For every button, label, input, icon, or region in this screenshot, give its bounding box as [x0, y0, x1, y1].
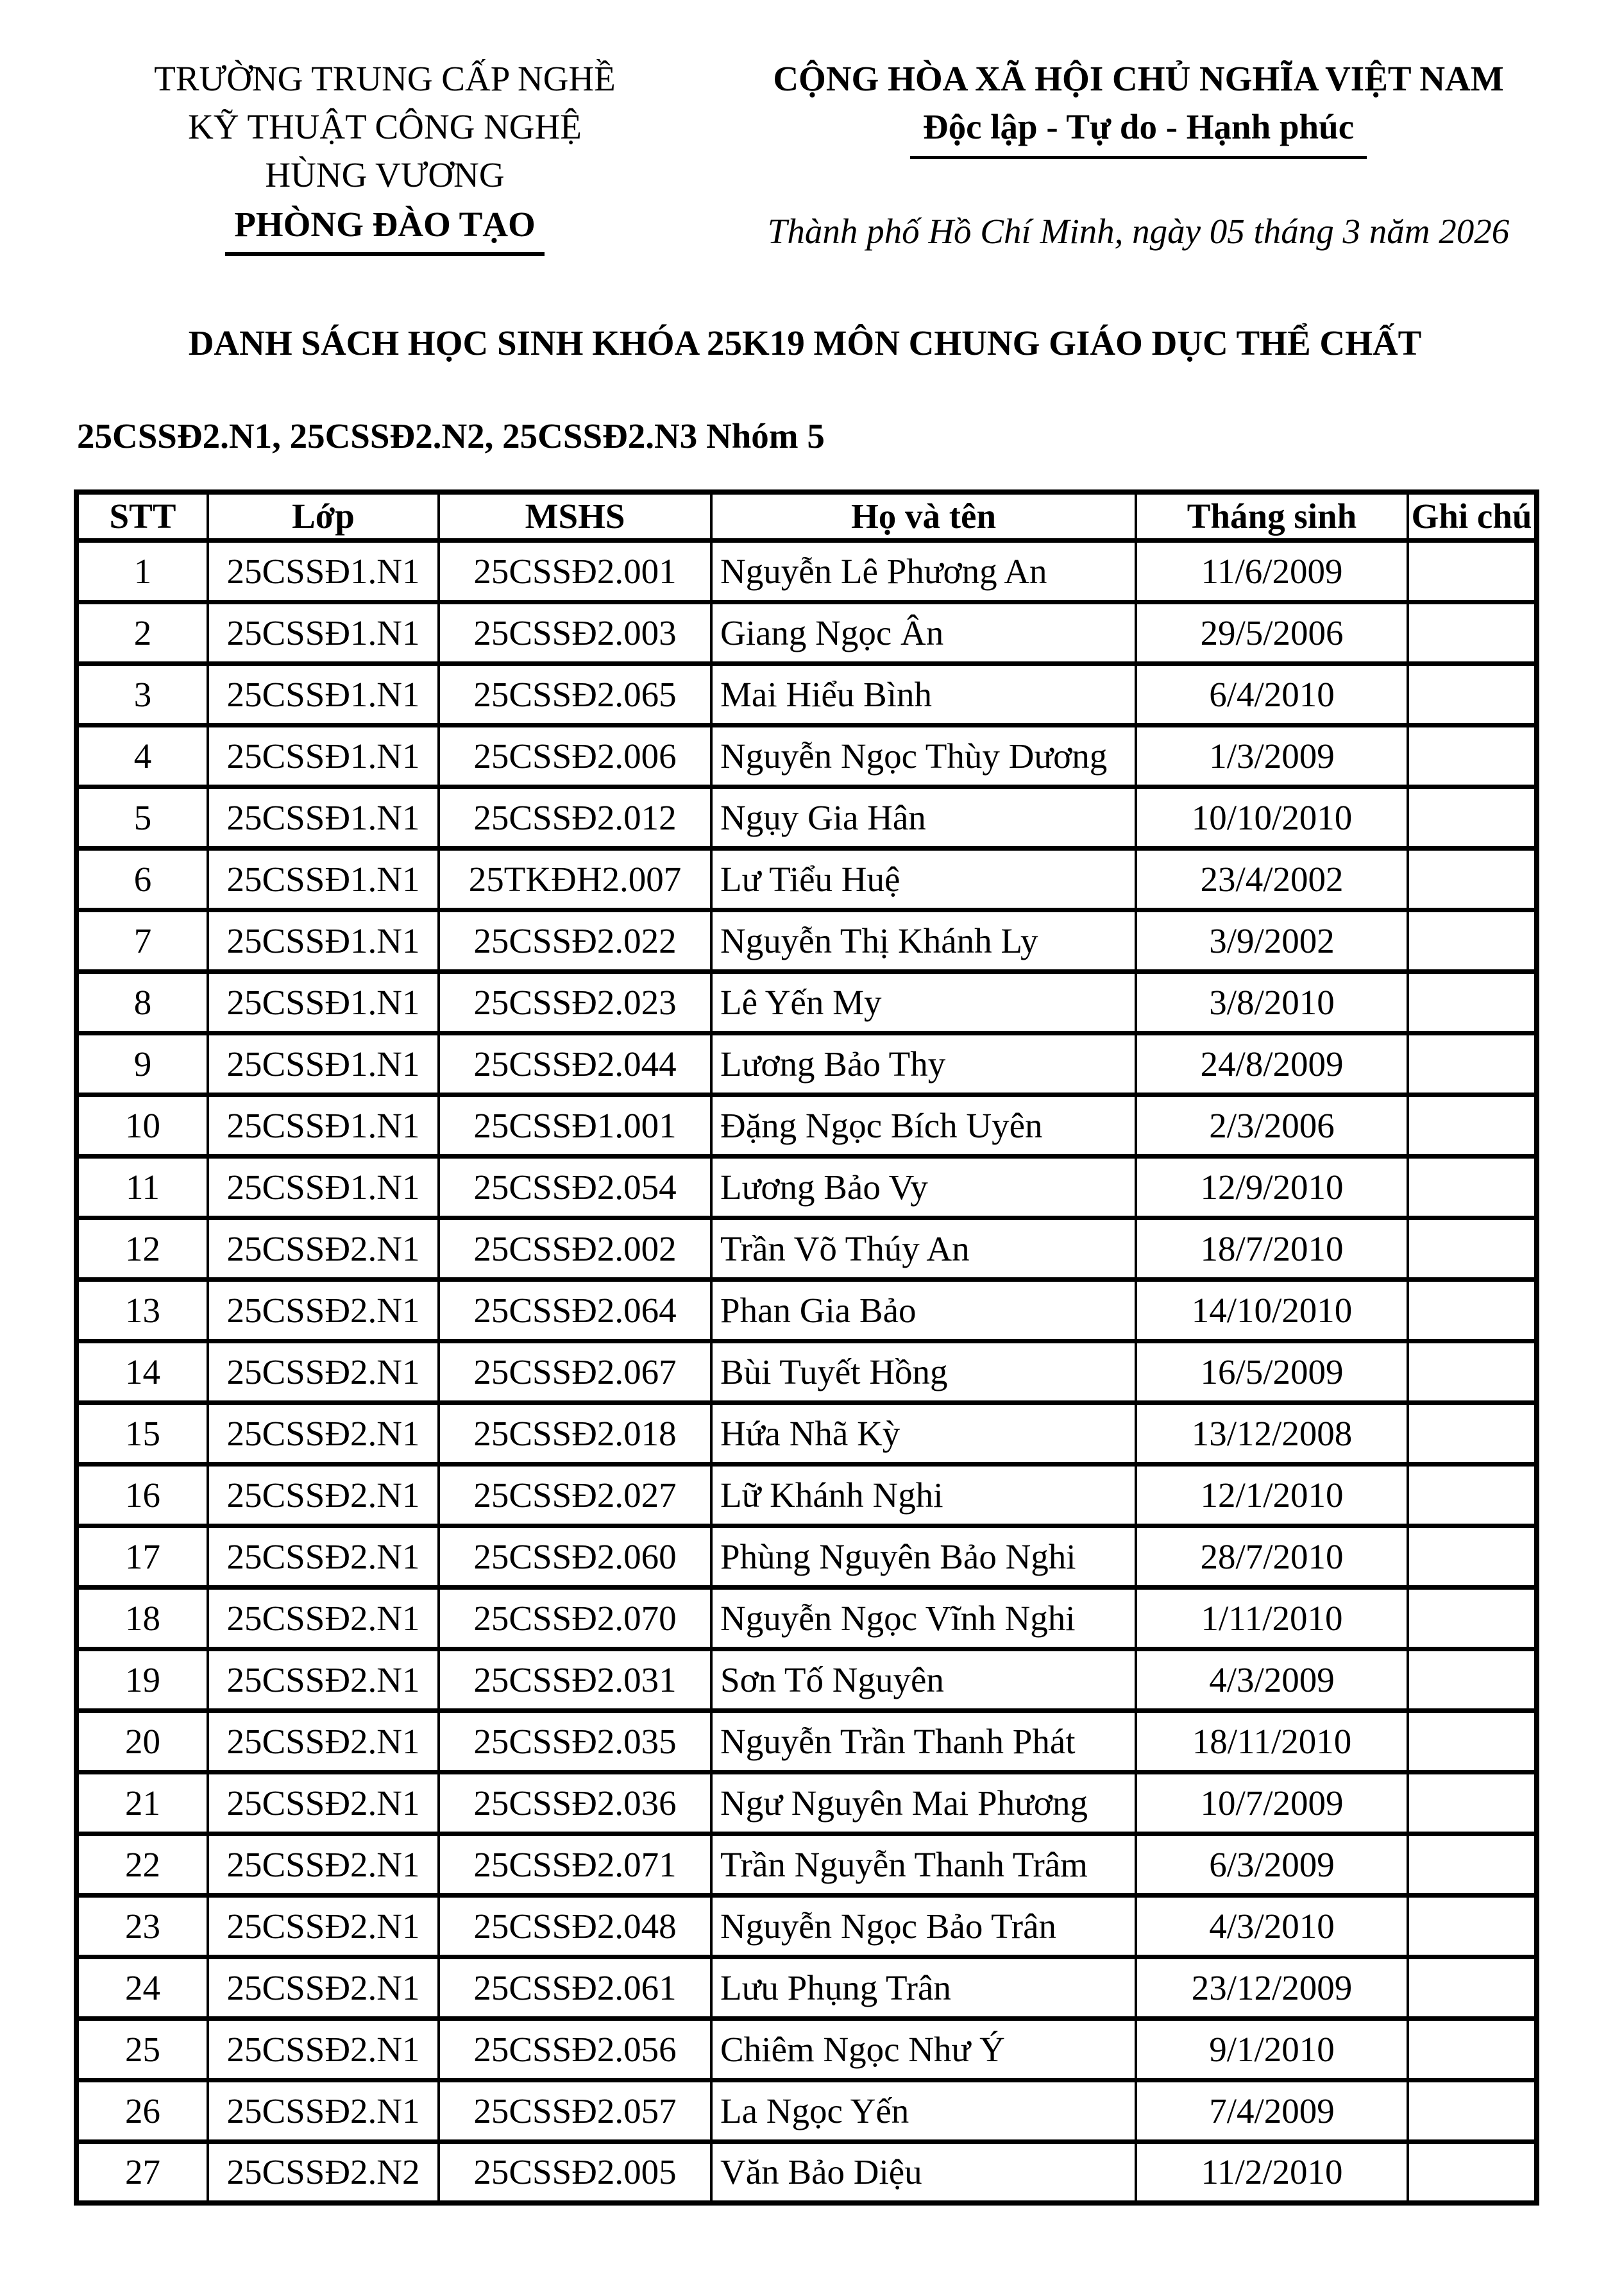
- table-row: [76, 540, 1537, 602]
- class-cell: 25CSSĐ2.N1: [208, 1895, 439, 1957]
- stt-cell: 12: [76, 1218, 208, 1279]
- mshs-cell: 25CSSĐ2.027: [439, 1464, 711, 1526]
- class-cell: 25CSSĐ1.N1: [208, 663, 439, 725]
- mshs-cell: 25CSSĐ2.054: [439, 1156, 711, 1218]
- birth-cell: 4/3/2010: [1136, 1895, 1408, 1957]
- note-cell: [1408, 1094, 1537, 1156]
- department-line: [77, 200, 693, 256]
- birth-cell: 24/8/2009: [1136, 1033, 1408, 1094]
- mshs-cell: 25CSSĐ2.001: [439, 540, 711, 602]
- column-header-0: STT: [76, 492, 208, 540]
- stt-cell: 13: [76, 1279, 208, 1341]
- stt-cell: 10: [76, 1094, 208, 1156]
- name-cell: Nguyễn Ngọc Bảo Trân: [711, 1895, 1136, 1957]
- stt-cell: 19: [76, 1649, 208, 1710]
- note-cell: [1408, 725, 1537, 787]
- birth-cell: 23/4/2002: [1136, 848, 1408, 910]
- mshs-cell: 25CSSĐ2.018: [439, 1402, 711, 1464]
- table-row: [76, 725, 1537, 787]
- table-row: [76, 1402, 1537, 1464]
- class-cell: 25CSSĐ2.N1: [208, 1649, 439, 1710]
- mshs-cell: 25CSSĐ2.067: [439, 1341, 711, 1402]
- stt-cell: 5: [76, 787, 208, 848]
- stt-cell: 26: [76, 2080, 208, 2141]
- table-row: [76, 1649, 1537, 1710]
- name-cell: Hứa Nhã Kỳ: [711, 1402, 1136, 1464]
- mshs-cell: 25CSSĐ2.057: [439, 2080, 711, 2141]
- class-cell: 25CSSĐ2.N1: [208, 1587, 439, 1649]
- mshs-cell: 25CSSĐ2.005: [439, 2141, 711, 2203]
- name-cell: Phan Gia Bảo: [711, 1279, 1136, 1341]
- table-row: [76, 2018, 1537, 2080]
- name-cell: Nguyễn Thị Khánh Ly: [711, 910, 1136, 971]
- stt-cell: 15: [76, 1402, 208, 1464]
- table-row: [76, 1464, 1537, 1526]
- table-row: [76, 1833, 1537, 1895]
- table-row: [76, 971, 1537, 1033]
- name-cell: Sơn Tố Nguyên: [711, 1649, 1136, 1710]
- class-cell: 25CSSĐ2.N1: [208, 1833, 439, 1895]
- birth-cell: 28/7/2010: [1136, 1526, 1408, 1587]
- note-cell: [1408, 2080, 1537, 2141]
- mshs-cell: 25CSSĐ1.001: [439, 1094, 711, 1156]
- note-cell: [1408, 540, 1537, 602]
- school-header: [77, 55, 693, 256]
- stt-cell: 9: [76, 1033, 208, 1094]
- school-name-line-1: TRƯỜNG TRUNG CẤP NGHỀ: [154, 59, 616, 98]
- note-cell: [1408, 1957, 1537, 2018]
- birth-cell: 3/8/2010: [1136, 971, 1408, 1033]
- table-row: [76, 910, 1537, 971]
- name-cell: Ngụy Gia Hân: [711, 787, 1136, 848]
- table-row: [76, 1957, 1537, 2018]
- name-cell: Nguyễn Ngọc Thùy Dương: [711, 725, 1136, 787]
- table-row: [76, 1526, 1537, 1587]
- note-cell: [1408, 1526, 1537, 1587]
- class-cell: 25CSSĐ2.N1: [208, 1402, 439, 1464]
- name-cell: Ngư Nguyên Mai Phương: [711, 1772, 1136, 1833]
- class-cell: 25CSSĐ2.N1: [208, 2018, 439, 2080]
- table-row: [76, 2141, 1537, 2203]
- table-row: [76, 663, 1537, 725]
- name-cell: Nguyễn Trần Thanh Phát: [711, 1710, 1136, 1772]
- note-cell: [1408, 1279, 1537, 1341]
- class-cell: 25CSSĐ2.N1: [208, 1279, 439, 1341]
- group-subtitle: 25CSSĐ2.N1, 25CSSĐ2.N2, 25CSSĐ2.N3 Nhóm 5: [77, 416, 825, 455]
- note-cell: [1408, 1156, 1537, 1218]
- class-cell: 25CSSĐ1.N1: [208, 1156, 439, 1218]
- table-row: [76, 2080, 1537, 2141]
- table-body: [76, 540, 1537, 2203]
- table-row: [76, 1218, 1537, 1279]
- class-cell: 25CSSĐ2.N1: [208, 1341, 439, 1402]
- mshs-cell: 25CSSĐ2.044: [439, 1033, 711, 1094]
- stt-cell: 3: [76, 663, 208, 725]
- birth-cell: 29/5/2006: [1136, 602, 1408, 663]
- note-cell: [1408, 1341, 1537, 1402]
- birth-cell: 6/4/2010: [1136, 663, 1408, 725]
- note-cell: [1408, 2141, 1537, 2203]
- mshs-cell: 25CSSĐ2.012: [439, 787, 711, 848]
- birth-cell: 2/3/2006: [1136, 1094, 1408, 1156]
- mshs-cell: 25CSSĐ2.036: [439, 1772, 711, 1833]
- birth-cell: 18/11/2010: [1136, 1710, 1408, 1772]
- table-row: [76, 1033, 1537, 1094]
- class-cell: 25CSSĐ1.N1: [208, 725, 439, 787]
- table-row: [76, 787, 1537, 848]
- class-cell: 25CSSĐ1.N1: [208, 1094, 439, 1156]
- date-line: Thành phố Hồ Chí Minh, ngày 05 tháng 3 năm 2026: [767, 212, 1510, 251]
- stt-cell: 17: [76, 1526, 208, 1587]
- class-cell: 25CSSĐ2.N1: [208, 1772, 439, 1833]
- school-name-line-2: KỸ THUẬT CÔNG NGHỆ: [188, 107, 582, 146]
- birth-cell: 10/7/2009: [1136, 1772, 1408, 1833]
- stt-cell: 11: [76, 1156, 208, 1218]
- stt-cell: 8: [76, 971, 208, 1033]
- table-row: [76, 1094, 1537, 1156]
- birth-cell: 1/3/2009: [1136, 725, 1408, 787]
- mshs-cell: 25CSSĐ2.031: [439, 1649, 711, 1710]
- stt-cell: 22: [76, 1833, 208, 1895]
- national-motto-line-2-wrap: [738, 103, 1539, 159]
- national-motto-line-2: Độc lập - Tự do - Hạnh phúc: [910, 103, 1367, 159]
- birth-cell: 18/7/2010: [1136, 1218, 1408, 1279]
- birth-cell: 13/12/2008: [1136, 1402, 1408, 1464]
- name-cell: Giang Ngọc Ân: [711, 602, 1136, 663]
- department-name: PHÒNG ĐÀO TẠO: [225, 200, 545, 256]
- mshs-cell: 25CSSĐ2.061: [439, 1957, 711, 2018]
- table-row: [76, 848, 1537, 910]
- birth-cell: 16/5/2009: [1136, 1341, 1408, 1402]
- stt-cell: 4: [76, 725, 208, 787]
- school-name-line-3: HÙNG VƯƠNG: [265, 155, 505, 194]
- column-header-4: Tháng sinh: [1136, 492, 1408, 540]
- column-header-2: MSHS: [439, 492, 711, 540]
- name-cell: Bùi Tuyết Hồng: [711, 1341, 1136, 1402]
- name-cell: Mai Hiểu Bình: [711, 663, 1136, 725]
- table-row: [76, 1710, 1537, 1772]
- name-cell: La Ngọc Yến: [711, 2080, 1136, 2141]
- class-cell: 25CSSĐ1.N1: [208, 848, 439, 910]
- birth-cell: 12/9/2010: [1136, 1156, 1408, 1218]
- stt-cell: 1: [76, 540, 208, 602]
- class-cell: 25CSSĐ1.N1: [208, 910, 439, 971]
- stt-cell: 14: [76, 1341, 208, 1402]
- table-row: [76, 1587, 1537, 1649]
- mshs-cell: 25CSSĐ2.002: [439, 1218, 711, 1279]
- name-cell: Nguyễn Lê Phương An: [711, 540, 1136, 602]
- birth-cell: 14/10/2010: [1136, 1279, 1408, 1341]
- class-cell: 25CSSĐ2.N1: [208, 1526, 439, 1587]
- name-cell: Lê Yến My: [711, 971, 1136, 1033]
- mshs-cell: 25CSSĐ2.048: [439, 1895, 711, 1957]
- name-cell: Văn Bảo Diệu: [711, 2141, 1136, 2203]
- stt-cell: 27: [76, 2141, 208, 2203]
- class-cell: 25CSSĐ1.N1: [208, 540, 439, 602]
- note-cell: [1408, 1464, 1537, 1526]
- mshs-cell: 25CSSĐ2.060: [439, 1526, 711, 1587]
- mshs-cell: 25TKĐH2.007: [439, 848, 711, 910]
- table-head: [76, 492, 1537, 540]
- table-row: [76, 1279, 1537, 1341]
- class-cell: 25CSSĐ1.N1: [208, 787, 439, 848]
- note-cell: [1408, 910, 1537, 971]
- note-cell: [1408, 1033, 1537, 1094]
- birth-cell: 11/6/2009: [1136, 540, 1408, 602]
- national-motto-line-1: CỘNG HÒA XÃ HỘI CHỦ NGHĨA VIỆT NAM: [773, 59, 1504, 98]
- mshs-cell: 25CSSĐ2.065: [439, 663, 711, 725]
- birth-cell: 10/10/2010: [1136, 787, 1408, 848]
- stt-cell: 20: [76, 1710, 208, 1772]
- stt-cell: 25: [76, 2018, 208, 2080]
- class-cell: 25CSSĐ2.N1: [208, 1957, 439, 2018]
- birth-cell: 1/11/2010: [1136, 1587, 1408, 1649]
- name-cell: Lương Bảo Vy: [711, 1156, 1136, 1218]
- note-cell: [1408, 1587, 1537, 1649]
- name-cell: Lữ Khánh Nghi: [711, 1464, 1136, 1526]
- stt-cell: 24: [76, 1957, 208, 2018]
- class-cell: 25CSSĐ2.N1: [208, 1710, 439, 1772]
- name-cell: Lư Tiểu Huệ: [711, 848, 1136, 910]
- note-cell: [1408, 1895, 1537, 1957]
- column-header-5: Ghi chú: [1408, 492, 1537, 540]
- name-cell: Trần Nguyễn Thanh Trâm: [711, 1833, 1136, 1895]
- name-cell: Lưu Phụng Trân: [711, 1957, 1136, 2018]
- mshs-cell: 25CSSĐ2.003: [439, 602, 711, 663]
- stt-cell: 23: [76, 1895, 208, 1957]
- note-cell: [1408, 971, 1537, 1033]
- column-header-3: Họ và tên: [711, 492, 1136, 540]
- name-cell: Lương Bảo Thy: [711, 1033, 1136, 1094]
- table-row: [76, 1895, 1537, 1957]
- class-cell: 25CSSĐ2.N2: [208, 2141, 439, 2203]
- birth-cell: 7/4/2009: [1136, 2080, 1408, 2141]
- document-title: DANH SÁCH HỌC SINH KHÓA 25K19 MÔN CHUNG GIÁO DỤC THỂ CHẤT: [188, 323, 1422, 362]
- name-cell: Đặng Ngọc Bích Uyên: [711, 1094, 1136, 1156]
- note-cell: [1408, 1772, 1537, 1833]
- national-header: [738, 55, 1539, 254]
- mshs-cell: 25CSSĐ2.056: [439, 2018, 711, 2080]
- mshs-cell: 25CSSĐ2.023: [439, 971, 711, 1033]
- birth-cell: 4/3/2009: [1136, 1649, 1408, 1710]
- birth-cell: 23/12/2009: [1136, 1957, 1408, 2018]
- birth-cell: 3/9/2002: [1136, 910, 1408, 971]
- table-row: [76, 1156, 1537, 1218]
- note-cell: [1408, 1710, 1537, 1772]
- class-cell: 25CSSĐ1.N1: [208, 971, 439, 1033]
- name-cell: Chiêm Ngọc Như Ý: [711, 2018, 1136, 2080]
- note-cell: [1408, 1833, 1537, 1895]
- table-row: [76, 1772, 1537, 1833]
- note-cell: [1408, 602, 1537, 663]
- mshs-cell: 25CSSĐ2.071: [439, 1833, 711, 1895]
- table-row: [76, 1341, 1537, 1402]
- stt-cell: 2: [76, 602, 208, 663]
- student-table: [74, 489, 1539, 2206]
- class-cell: 25CSSĐ1.N1: [208, 602, 439, 663]
- birth-cell: 6/3/2009: [1136, 1833, 1408, 1895]
- class-cell: 25CSSĐ2.N1: [208, 1218, 439, 1279]
- table-row: [76, 602, 1537, 663]
- note-cell: [1408, 848, 1537, 910]
- name-cell: Trần Võ Thúy An: [711, 1218, 1136, 1279]
- class-cell: 25CSSĐ2.N1: [208, 2080, 439, 2141]
- name-cell: Nguyễn Ngọc Vĩnh Nghi: [711, 1587, 1136, 1649]
- note-cell: [1408, 663, 1537, 725]
- birth-cell: 9/1/2010: [1136, 2018, 1408, 2080]
- note-cell: [1408, 1649, 1537, 1710]
- stt-cell: 21: [76, 1772, 208, 1833]
- mshs-cell: 25CSSĐ2.064: [439, 1279, 711, 1341]
- birth-cell: 11/2/2010: [1136, 2141, 1408, 2203]
- note-cell: [1408, 1402, 1537, 1464]
- note-cell: [1408, 787, 1537, 848]
- stt-cell: 16: [76, 1464, 208, 1526]
- stt-cell: 7: [76, 910, 208, 971]
- note-cell: [1408, 2018, 1537, 2080]
- stt-cell: 18: [76, 1587, 208, 1649]
- birth-cell: 12/1/2010: [1136, 1464, 1408, 1526]
- stt-cell: 6: [76, 848, 208, 910]
- mshs-cell: 25CSSĐ2.022: [439, 910, 711, 971]
- table-header-row: [76, 492, 1537, 540]
- class-cell: 25CSSĐ1.N1: [208, 1033, 439, 1094]
- mshs-cell: 25CSSĐ2.006: [439, 725, 711, 787]
- column-header-1: Lớp: [208, 492, 439, 540]
- mshs-cell: 25CSSĐ2.035: [439, 1710, 711, 1772]
- note-cell: [1408, 1218, 1537, 1279]
- mshs-cell: 25CSSĐ2.070: [439, 1587, 711, 1649]
- class-cell: 25CSSĐ2.N1: [208, 1464, 439, 1526]
- name-cell: Phùng Nguyên Bảo Nghi: [711, 1526, 1136, 1587]
